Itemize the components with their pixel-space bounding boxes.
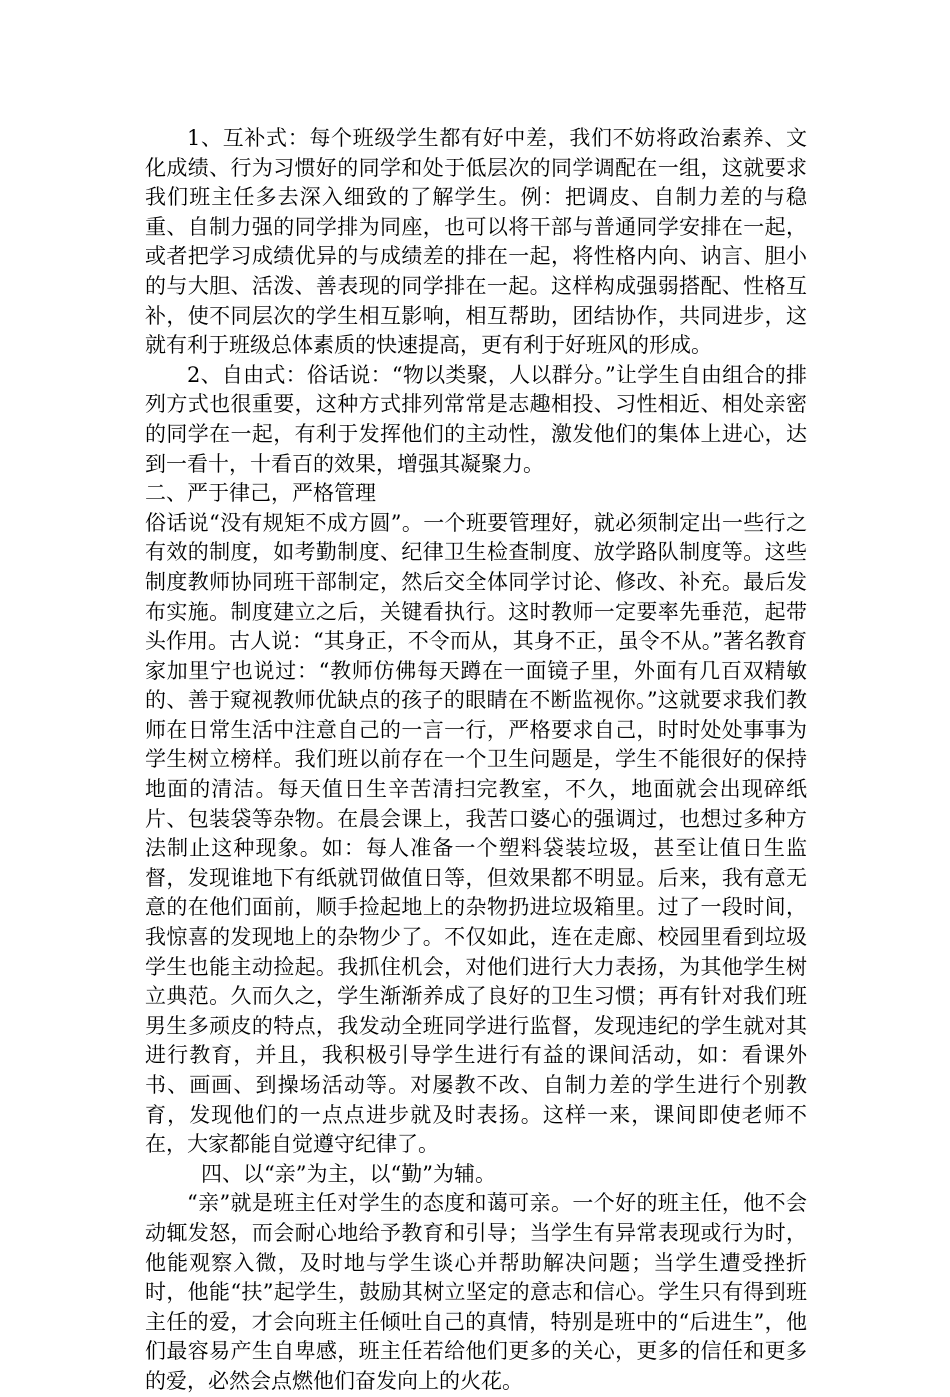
paragraph-rules-and-example: 俗话说“没有规矩不成方圆”。一个班要管理好，就必须制定出一些行之有效的制度，如考勤制度、纪律卫生检查制度、放学路队制度等。这些制度教师协同班干部制定，然后交全体同学讨论、修改、补充。最后发布实施。制度建立之后，关键看执行。这时教师一定要率先垂范，起带头作用。古人说：“其身正，不令而从，其身不正，虽令不从。”著名教育家加里宁也说过：“教师仿佛每天蹲在一面镜子里，外面有几百双精敏的、善于窥视教师优缺点的孩子的眼睛在不断监视你。”这就要求我们教师在日常生活中注意自己的一言一行，严格要求自己，时时处处事事为学生树立榜样。我们班以前存在一个卫生问题是，学生不能很好的保持地面的清洁。每天值日生辛苦清扫完教室，不久，地面就会出现碎纸片、包装袋等杂物。在晨会课上，我苦口婆心的强调过，也想过多种方法制止这种现象。如：每人准备一个塑料袋装垃圾，甚至让值日生监督，发现谁地下有纸就罚做值日等，但效果都不明显。后来，我有意无意的在他们面前，顺手捡起地上的杂物扔进垃圾箱里。过了一段时间，我惊喜的发现地上的杂物少了。不仅如此，连在走廊、校园里看到垃圾学生也能主动捡起。我抓住机会，对他们进行大力表扬，为其他学生树立典范。久而久之，学生渐渐养成了良好的卫生习惯；再有针对我们班男生多顽皮的特点，我发动全班同学进行监督，发现违纪的学生就对其进行教育，并且，我积极引导学生进行有益的课间活动，如：看课外书、画画、到操场活动等。对屡教不改、自制力差的学生进行个别教育，发现他们的一点点进步就及时表扬。这样一来，课间即使老师不在，大家都能自觉遵守纪律了。 — [145, 510, 807, 1157]
document-page — [145, 124, 807, 1397]
paragraph-kindness: “亲”就是班主任对学生的态度和蔼可亲。一个好的班主任，他不会动辄发怒，而会耐心地给予教育和引导；当学生有异常表现或行为时，他能观察入微，及时地与学生谈心并帮助解决问题；当学生遭受挫折时，他能“扶”起学生，鼓励其树立坚定的意志和信心。学生只有得到班主任的爱，才会向班主任倾吐自己的真情，特别是班中的“后进生”，他们最容易产生自卑感，班主任若给他们更多的关心，更多的信任和更多的爱，必然会点燃他们奋发向上的火花。 — [145, 1191, 807, 1393]
paragraph-complementary-seating: 1、互补式：每个班级学生都有好中差，我们不妨将政治素养、文化成绩、行为习惯好的同学和处于低层次的同学调配在一组，这就要求我们班主任多去深入细致的了解学生。例：把调皮、自制力差的与稳重、自制力强的同学排为同座，也可以将干部与普通同学安排在一起，或者把学习成绩优异的与成绩差的排在一起，将性格内向、讷言、胆小的与大胆、活泼、善表现的同学排在一起。这样构成强弱搭配、性格互补，使不同层次的学生相互影响，相互帮助，团结协作，共同进步，这就有利于班级总体素质的快速提高，更有利于好班风的形成。 — [145, 126, 807, 358]
section-heading-strict-management: 二、严于律己，严格管理 — [145, 481, 376, 506]
paragraph-free-seating: 2、自由式：俗话说：“物以类聚，人以群分。”让学生自由组合的排列方式也很重要，这种方式排列常常是志趣相投、习性相近、相处亲密的同学在一起，有利于发挥他们的主动性，激发他们的集体上进心，达到一看十，十看百的效果，增强其凝聚力。 — [145, 362, 807, 476]
section-heading-kindness-diligence: 四、以“亲”为主，以“勤”为辅。 — [201, 1161, 496, 1186]
